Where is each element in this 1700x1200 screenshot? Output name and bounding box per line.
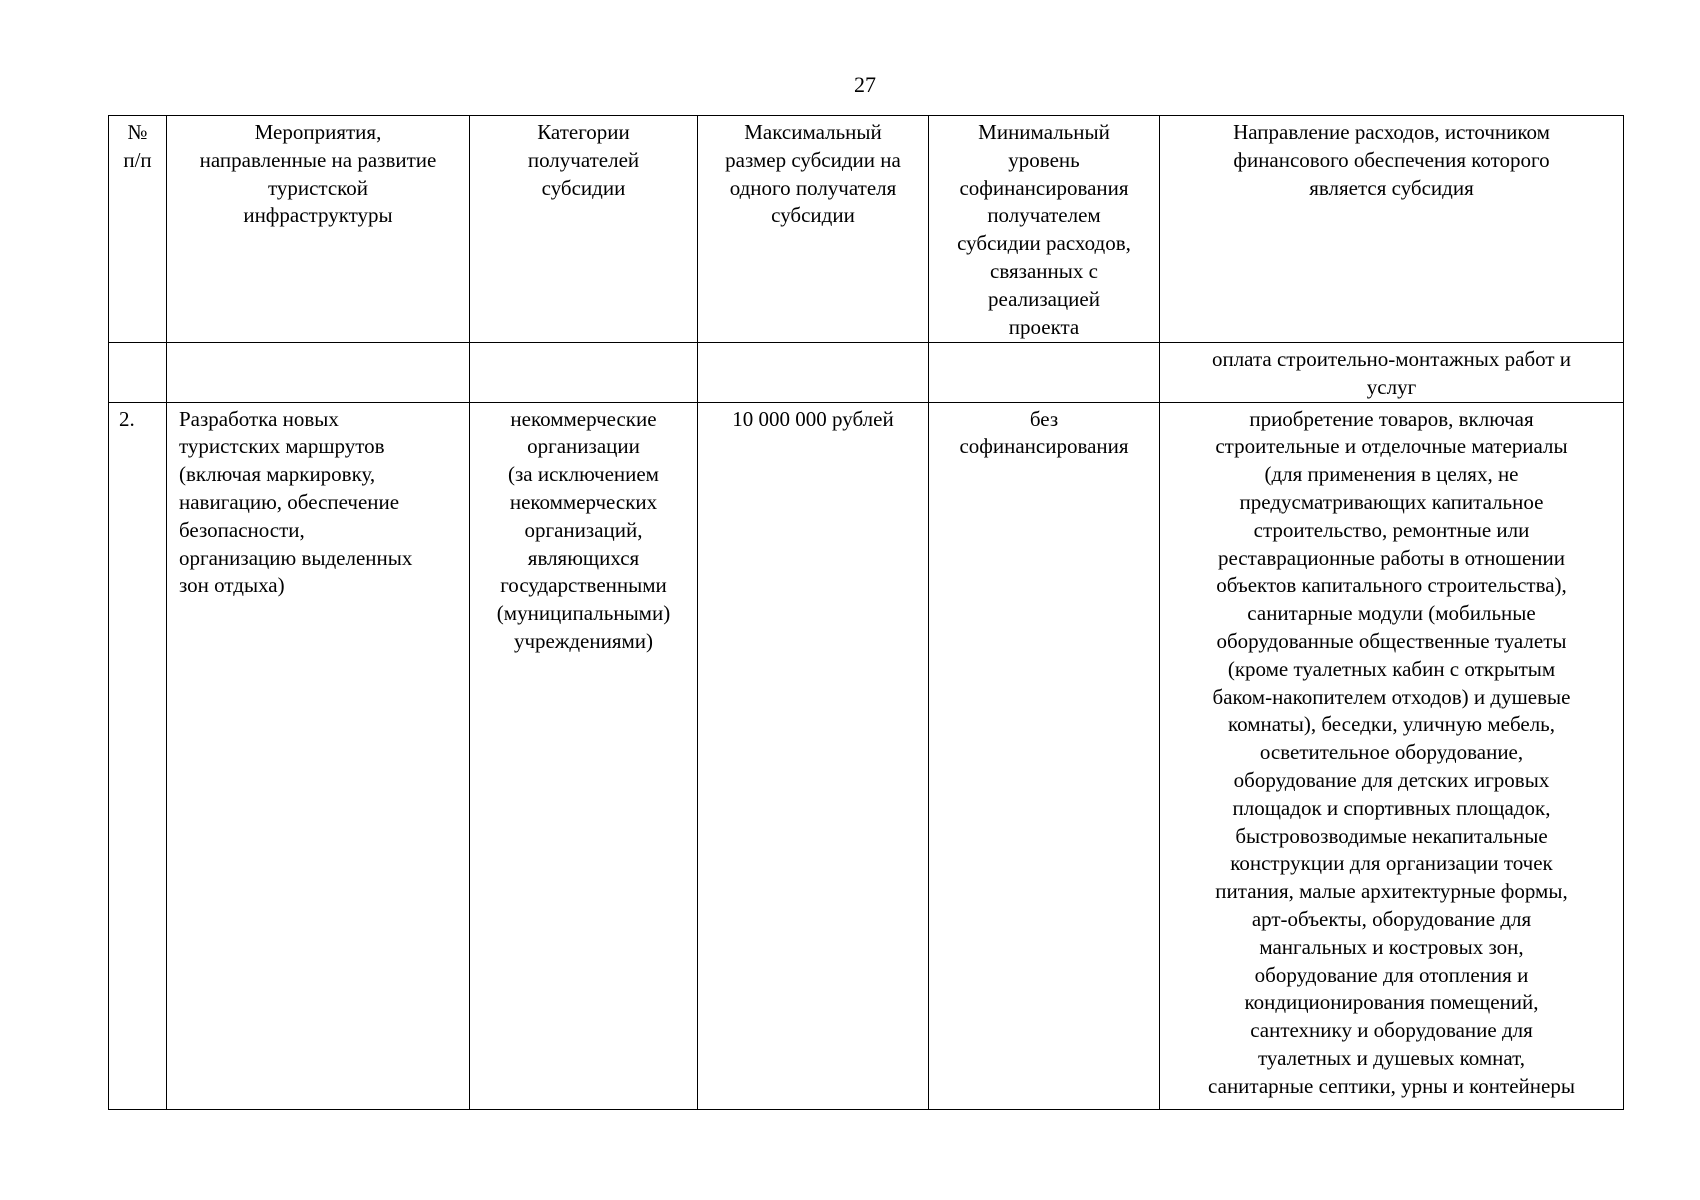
row-category-line: учреждениями) bbox=[513, 628, 654, 653]
row-min-level-cell bbox=[929, 402, 1160, 1109]
header-direction-cell bbox=[1160, 116, 1624, 343]
row-category-line: государственными bbox=[500, 573, 667, 598]
row-event-cell bbox=[167, 402, 470, 1109]
row-max-size-cell bbox=[698, 402, 929, 1109]
row-direction-line: (кроме туалетных кабин с открытым bbox=[1227, 656, 1556, 681]
row-category-line: организаций, bbox=[524, 517, 643, 542]
row-direction-line: комнаты), беседки, уличную мебель, bbox=[1228, 712, 1555, 737]
row-direction-line: мангальных и костровых зон, bbox=[1259, 934, 1524, 959]
header-min-level-line: софинансирования bbox=[959, 175, 1129, 200]
row-direction-cell bbox=[1160, 402, 1624, 1109]
table-row bbox=[109, 402, 1624, 1109]
header-event-line: инфраструктуры bbox=[243, 203, 393, 228]
header-max-size-cell bbox=[698, 116, 929, 343]
header-event-line: Мероприятия, bbox=[254, 120, 382, 144]
header-category-cell bbox=[470, 116, 698, 343]
row-min-level-line: софинансирования bbox=[959, 434, 1129, 459]
header-max-size-line: субсидии bbox=[771, 203, 855, 228]
row-direction-line: оборудование для отопления и bbox=[1254, 962, 1529, 987]
row-category-line: (муниципальными) bbox=[496, 601, 671, 626]
row-category-line: организации bbox=[527, 434, 640, 459]
row-event-line: туристских маршрутов bbox=[179, 434, 385, 459]
header-event-cell bbox=[167, 116, 470, 343]
row-num-cell: 2. bbox=[109, 402, 167, 1109]
continuation-min-level-cell bbox=[929, 343, 1160, 403]
row-category-cell bbox=[470, 402, 698, 1109]
row-direction-line: питания, малые архитектурные формы, bbox=[1215, 879, 1568, 904]
header-event-line: направленные на развитие bbox=[199, 147, 437, 172]
header-min-level-line: проекта bbox=[1008, 314, 1080, 339]
header-num-line: № bbox=[127, 120, 148, 144]
header-max-size-line: Максимальный bbox=[744, 120, 882, 144]
header-max-size-line: одного получателя bbox=[729, 175, 897, 200]
header-min-level-line: реализацией bbox=[988, 286, 1100, 311]
header-max-size-line: размер субсидии на bbox=[725, 147, 901, 172]
row-direction-line: (для применения в целях, не bbox=[1264, 462, 1519, 487]
row-direction-line: конструкции для организации точек bbox=[1230, 851, 1553, 876]
row-direction-line: строительство, ремонтные или bbox=[1253, 517, 1530, 542]
header-num-line: п/п bbox=[123, 147, 152, 172]
continuation-num-cell bbox=[109, 343, 167, 403]
continuation-category-cell bbox=[470, 343, 698, 403]
header-min-level-line: связанных с bbox=[990, 258, 1098, 283]
row-direction-line: оборудованные общественные туалеты bbox=[1216, 628, 1567, 653]
row-direction-line: оборудование для детских игровых bbox=[1233, 767, 1550, 792]
continuation-event-cell bbox=[167, 343, 470, 403]
continuation-row bbox=[109, 343, 1624, 403]
subsidy-table bbox=[108, 115, 1624, 1110]
header-category-line: субсидии bbox=[541, 175, 626, 200]
header-min-level-line: Минимальный bbox=[978, 120, 1110, 144]
row-direction-line: санитарные модули (мобильные bbox=[1247, 601, 1536, 626]
header-min-level-line: субсидии расходов, bbox=[957, 231, 1131, 256]
row-direction-line: объектов капитального строительства), bbox=[1216, 573, 1567, 598]
page-number: 27 bbox=[854, 72, 876, 97]
header-min-level-line: получателем bbox=[987, 203, 1101, 228]
continuation-direction-line: оплата строительно-монтажных работ и bbox=[1211, 347, 1572, 371]
header-min-level-cell bbox=[929, 116, 1160, 343]
row-max-size-value: 10 000 000 рублей bbox=[732, 406, 894, 431]
row-direction-line: приобретение товаров, включая bbox=[1249, 406, 1534, 431]
row-direction-line: арт-объекты, оборудование для bbox=[1251, 906, 1532, 931]
row-event-line: организацию выделенных bbox=[179, 545, 413, 570]
row-direction-line: быстровозводимые некапитальные bbox=[1235, 823, 1548, 848]
row-event-line: безопасности, bbox=[179, 517, 305, 542]
row-category-line: (за исключением bbox=[508, 462, 659, 487]
row-event-line: (включая маркировку, bbox=[179, 462, 376, 487]
continuation-max-size-cell bbox=[698, 343, 929, 403]
row-event-line: зон отдыха) bbox=[179, 573, 285, 598]
row-direction-line: предусматривающих капитальное bbox=[1239, 489, 1544, 514]
row-category-line: некоммерческих bbox=[509, 489, 658, 514]
continuation-direction-line: услуг bbox=[1366, 374, 1417, 399]
row-direction-line: строительные и отделочные материалы bbox=[1215, 434, 1568, 459]
row-direction-line: осветительное оборудование, bbox=[1259, 740, 1524, 765]
row-min-level-line: без bbox=[1029, 406, 1059, 431]
header-category-line: получателей bbox=[527, 147, 640, 172]
row-direction-line: реставрационные работы в отношении bbox=[1217, 545, 1566, 570]
header-direction-line: является субсидия bbox=[1309, 175, 1474, 200]
header-direction-line: Направление расходов, источником bbox=[1233, 120, 1550, 144]
row-direction-line: площадок и спортивных площадок, bbox=[1232, 795, 1551, 820]
header-event-line: туристской bbox=[267, 175, 369, 200]
header-category-line: Категории bbox=[537, 120, 630, 144]
continuation-direction-cell bbox=[1160, 343, 1624, 403]
row-event-line: навигацию, обеспечение bbox=[179, 489, 400, 514]
row-direction-line: туалетных и душевых комнат, bbox=[1257, 1045, 1526, 1070]
row-direction-line: санитарные септики, урны и контейнеры bbox=[1208, 1073, 1575, 1098]
header-direction-line: финансового обеспечения которого bbox=[1233, 147, 1550, 172]
row-direction-line: кондиционирования помещений, bbox=[1244, 990, 1539, 1015]
row-category-line: некоммерческие bbox=[510, 406, 657, 431]
row-direction-line: сантехнику и оборудование для bbox=[1250, 1018, 1533, 1043]
header-num-cell bbox=[109, 116, 167, 343]
header-min-level-line: уровень bbox=[1008, 147, 1080, 172]
row-category-line: являющихся bbox=[527, 545, 640, 570]
row-event-line: Разработка новых bbox=[179, 406, 339, 431]
table-header-row bbox=[109, 116, 1624, 343]
row-direction-line: баком-накопителем отходов) и душевые bbox=[1212, 684, 1571, 709]
